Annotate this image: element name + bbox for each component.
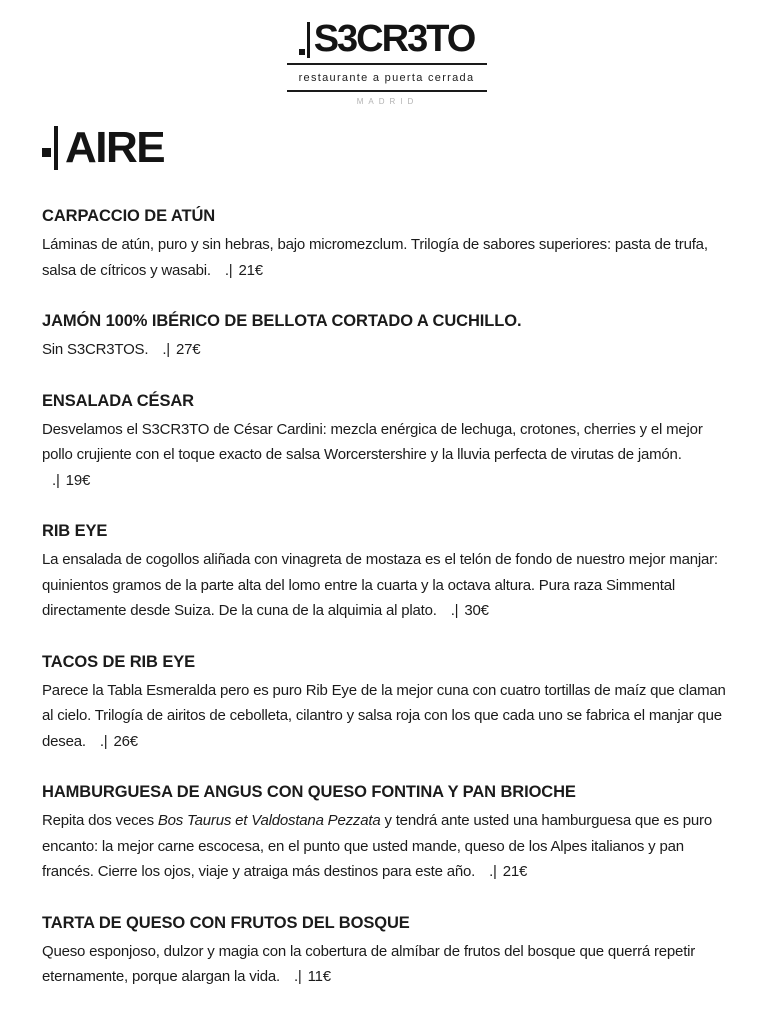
dish-price: [162, 341, 200, 358]
dish-description-text: y tendrá ante usted una hamburguesa que es puro encanto: la mejor carne escocesa, en el punto que usted mande, queso de los Alpes italianos y pan francés. Cierre los ojos, viaje y atraiga más destinos para este año.: [42, 812, 712, 880]
brand-mark-icon: .|: [99, 732, 108, 750]
brand-dot-icon: [42, 148, 51, 157]
price-amount: 11€: [307, 968, 331, 985]
dish-title: ENSALADA CÉSAR: [42, 391, 194, 410]
dish-description-text: Repita dos veces: [42, 812, 158, 829]
brand-mark-icon: .|: [450, 602, 459, 619]
divider-bottom: [287, 90, 487, 92]
price-amount: 30€: [464, 602, 489, 619]
dish-title: TACOS DE RIB EYE: [42, 652, 196, 671]
dish-description-text: Parece la Tabla Esmeralda pero es puro Rib Eye de la mejor cuna con cuatro tortillas de maíz que claman al cielo. Trilogía de airitos de cebolleta, cilantro y salsa roja con los que cada uno se fabrica el manjar que desea.: [42, 681, 726, 750]
menu-item: [42, 521, 731, 624]
menu-list: [42, 206, 731, 990]
section-title: [42, 124, 731, 172]
brand-mark-icon: .|: [162, 341, 170, 358]
dish-title: RIB EYE: [42, 522, 108, 540]
dish-price: [294, 968, 331, 985]
brand-bar-icon: [307, 22, 310, 58]
dish-title: TARTA DE QUESO CON FRUTOS DEL BOSQUE: [42, 913, 410, 932]
dish-description: [42, 808, 731, 885]
tagline: restaurante a puerta cerrada: [298, 72, 475, 84]
dish-description-italic: Bos Taurus et Valdostana Pezzata: [157, 812, 381, 829]
menu-item: [42, 391, 731, 494]
brand-mark-icon: .|: [293, 968, 302, 985]
section-title-text: AIRE: [65, 123, 165, 172]
menu-item: [42, 913, 731, 990]
menu-item: [42, 652, 731, 755]
dish-price: [451, 602, 489, 619]
dish-price: [52, 472, 90, 489]
brand-dot-icon: [299, 49, 305, 55]
brand-bar-icon: [54, 126, 58, 170]
dish-description: [42, 417, 731, 494]
logo-wordmark: [287, 12, 487, 58]
dish-description-text: Queso esponjoso, dulzor y magia con la cobertura de almíbar de frutos del bosque que querrá repetir eternamente, porque alargan la vida.: [42, 942, 696, 985]
dish-description: [42, 547, 731, 624]
dish-description: [42, 939, 731, 990]
menu-item: [42, 782, 731, 885]
menu-item: [42, 206, 731, 283]
restaurant-logo: [287, 12, 487, 106]
dish-description-text: La ensalada de cogollos aliñada con vinagreta de mostaza es el telón de fondo de nuestro mejor manjar: quinientos gramos de la parte alta del lomo entre la cuarta y la octava altura. Pura raza Simmental directamente desde Suiza. De la cuna de la alquimia al plato.: [42, 551, 718, 619]
brand-mark-icon: .|: [224, 261, 233, 279]
price-amount: 21€: [238, 261, 263, 279]
dish-title: HAMBURGUESA DE ANGUS CON QUESO FONTINA Y PAN BRIOCHE: [42, 783, 576, 801]
dish-description: [42, 678, 731, 755]
menu-item: [42, 311, 731, 363]
logo-text: S3CR3TO: [313, 18, 475, 60]
price-amount: 26€: [113, 732, 138, 750]
divider-top: [287, 63, 487, 65]
brand-mark-icon: .|: [489, 863, 497, 880]
dish-description: [42, 337, 731, 363]
dish-description-text: Sin S3CR3TOS.: [42, 341, 149, 358]
city-label: MADRID: [356, 97, 419, 106]
dish-price: [225, 262, 263, 279]
brand-mark-icon: .|: [52, 471, 60, 489]
dish-title: CARPACCIO DE ATÚN: [42, 207, 216, 225]
price-amount: 21€: [502, 863, 528, 880]
dish-price: [100, 733, 138, 750]
dish-description-text: Desvelamos el S3CR3TO de César Cardini: mezcla enérgica de lechuga, crotones, cherries y el mejor pollo crujiente con el toque exacto de salsa Worcerstershire y la lluvia perfecta de virutas de jamón.: [42, 420, 703, 463]
price-amount: 27€: [175, 341, 201, 358]
price-amount: 19€: [65, 471, 91, 489]
dish-price: [489, 863, 527, 880]
dish-title: JAMÓN 100% IBÉRICO DE BELLOTA CORTADO A CUCHILLO.: [42, 312, 522, 330]
dish-description: [42, 232, 731, 283]
dish-description-text: Láminas de atún, puro y sin hebras, bajo micromezclum. Trilogía de sabores superiores: pasta de trufa, salsa de cítricos y wasabi.: [42, 236, 708, 279]
